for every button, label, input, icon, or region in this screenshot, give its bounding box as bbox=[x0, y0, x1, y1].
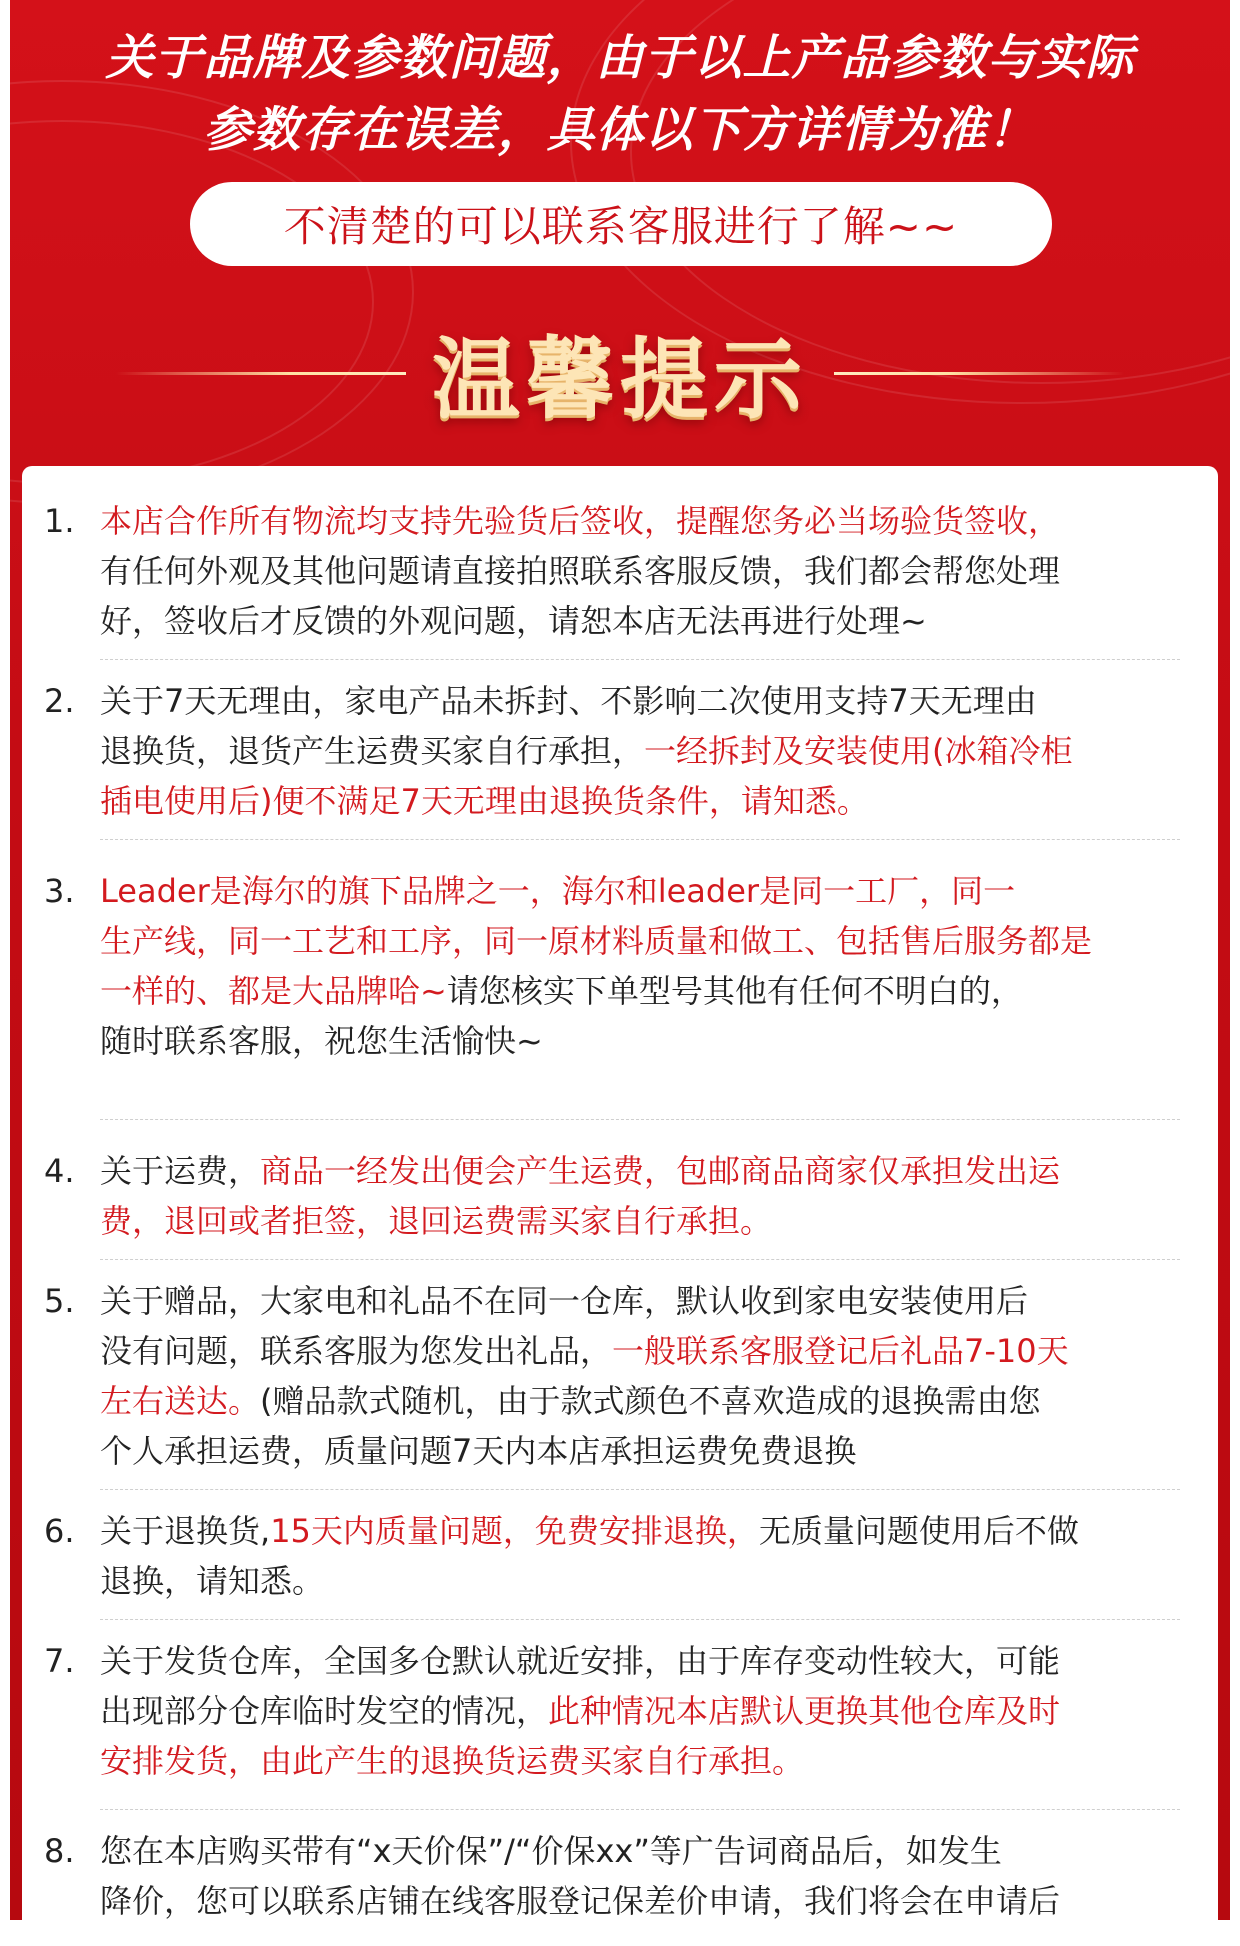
tip-line bbox=[100, 1196, 1210, 1246]
tip-line bbox=[100, 1376, 1210, 1426]
tip-text bbox=[100, 866, 1210, 1066]
tip-line bbox=[100, 596, 1210, 646]
tip-line bbox=[100, 866, 1210, 916]
tip-line bbox=[100, 1016, 1210, 1066]
dashed-divider bbox=[100, 1809, 1180, 1810]
tip-line bbox=[100, 776, 1210, 826]
tip-line bbox=[100, 726, 1210, 776]
tip-plain-text: 有任何外观及其他问题请直接拍照联系客服反馈，我们都会帮您处理 bbox=[100, 552, 1061, 590]
tip-text bbox=[100, 1276, 1210, 1476]
dashed-divider bbox=[100, 1619, 1180, 1620]
dashed-divider bbox=[100, 659, 1180, 660]
divider-line-right bbox=[834, 372, 1124, 375]
tip-line bbox=[100, 1636, 1210, 1686]
tip-highlight-text: 本店合作所有物流均支持先验货后签收，提醒您务必当场验货签收， bbox=[100, 502, 1061, 540]
tip-text bbox=[100, 496, 1210, 646]
tip-number: 1. bbox=[44, 502, 75, 540]
tip-highlight-text: 此种情况本店默认更换其他仓库及时 bbox=[548, 1692, 1061, 1730]
tip-plain-text: 没有问题，联系客服为您发出礼品， bbox=[100, 1332, 613, 1370]
tip-text bbox=[100, 1636, 1210, 1786]
tip-line bbox=[100, 1426, 1210, 1476]
tip-plain-text: 您在本店购买带有“x天价保”/“价保xx”等广告词商品后，如发生 bbox=[100, 1832, 1002, 1870]
tip-highlight-text: 安排发货，由此产生的退换货运费买家自行承担。 bbox=[100, 1742, 805, 1780]
tip-highlight-text: 商品一经发出便会产生运费，包邮商品商家仅承担发出运 bbox=[260, 1152, 1061, 1190]
tip-highlight-text: 费，退回或者拒签，退回运费需买家自行承担。 bbox=[100, 1202, 773, 1240]
tip-plain-text: 关于运费， bbox=[100, 1152, 261, 1190]
tip-line bbox=[100, 676, 1210, 726]
tip-highlight-text: 左右送达。 bbox=[100, 1382, 261, 1420]
tip-line bbox=[100, 1826, 1210, 1876]
dashed-divider bbox=[100, 1259, 1180, 1260]
tips-card bbox=[22, 466, 1218, 1946]
tip-text bbox=[100, 1506, 1210, 1606]
contact-service-pill: 不清楚的可以联系客服进行了解~~ bbox=[190, 182, 1052, 266]
tip-highlight-text: 生产线，同一工艺和工序，同一原材料质量和做工、包括售后服务都是 bbox=[100, 922, 1093, 960]
tip-number: 3. bbox=[44, 872, 75, 910]
tip-number: 6. bbox=[44, 1512, 75, 1550]
tip-line bbox=[100, 1276, 1210, 1326]
tip-plain-text: (赠品款式随机，由于款式颜色不喜欢造成的退换需由您 bbox=[260, 1382, 1041, 1420]
tip-highlight-text: 15天内质量问题，免费安排退换， bbox=[270, 1512, 759, 1550]
tip-line bbox=[100, 496, 1210, 546]
tip-line bbox=[100, 1736, 1210, 1786]
headline-line-2: 参数存在误差，具体以下方详情为准！ bbox=[203, 102, 1037, 158]
tip-line bbox=[100, 1326, 1210, 1376]
tip-line bbox=[100, 1506, 1210, 1556]
tip-plain-text: 关于退换货, bbox=[100, 1512, 271, 1550]
tip-plain-text: 个人承担运费，质量问题7天内本店承担运费免费退换 bbox=[100, 1432, 857, 1470]
tip-text bbox=[100, 1146, 1210, 1246]
tips-title: 温馨提示 bbox=[431, 328, 808, 431]
tip-line bbox=[100, 916, 1210, 966]
tip-plain-text: 出现部分仓库临时发空的情况， bbox=[100, 1692, 549, 1730]
tips-heading bbox=[10, 318, 1230, 431]
tip-plain-text: 降价，您可以联系店铺在线客服登记保差价申请，我们将会在申请后 bbox=[100, 1882, 1061, 1920]
tip-line bbox=[100, 1876, 1210, 1926]
divider-line-left bbox=[116, 372, 406, 375]
tip-plain-text: 退换货，退货产生运费买家自行承担， bbox=[100, 732, 645, 770]
tip-plain-text: 请您核实下单型号其他有任何不明白的， bbox=[446, 972, 1023, 1010]
dashed-divider bbox=[100, 839, 1180, 840]
tip-plain-text: 关于发货仓库，全国多仓默认就近安排，由于库存变动性较大，可能 bbox=[100, 1642, 1061, 1680]
tip-highlight-text: Leader是海尔的旗下品牌之一，海尔和leader是同一工厂，同一 bbox=[100, 872, 1016, 910]
tip-plain-text: 无质量问题使用后不做 bbox=[758, 1512, 1079, 1550]
tip-plain-text: 关于7天无理由，家电产品未拆封、不影响二次使用支持7天无理由 bbox=[100, 682, 1037, 720]
tip-highlight-text: 一经拆封及安装使用(冰箱冷柜 bbox=[644, 732, 1073, 770]
tip-highlight-text: 插电使用后)便不满足7天无理由退换货条件，请知悉。 bbox=[100, 782, 869, 820]
tip-line bbox=[100, 1146, 1210, 1196]
tip-text bbox=[100, 676, 1210, 826]
headline bbox=[10, 22, 1230, 166]
tip-line bbox=[100, 546, 1210, 596]
tip-line bbox=[100, 1556, 1210, 1606]
tip-highlight-text: 一样的、都是大品牌哈~ bbox=[100, 972, 447, 1010]
tip-line bbox=[100, 966, 1210, 1016]
tip-plain-text: 随时联系客服，祝您生活愉快~ bbox=[100, 1022, 543, 1060]
tip-plain-text: 关于赠品，大家电和礼品不在同一仓库，默认收到家电安装使用后 bbox=[100, 1282, 1029, 1320]
tip-plain-text: 好，签收后才反馈的外观问题，请恕本店无法再进行处理~ bbox=[100, 602, 927, 640]
tip-number: 5. bbox=[44, 1282, 75, 1320]
headline-line-1: 关于品牌及参数问题，由于以上产品参数与实际 bbox=[105, 30, 1135, 86]
tip-number: 4. bbox=[44, 1152, 75, 1190]
tip-number: 2. bbox=[44, 682, 75, 720]
tip-line bbox=[100, 1686, 1210, 1736]
tip-text bbox=[100, 1826, 1210, 1926]
tip-plain-text: 退换，请知悉。 bbox=[100, 1562, 325, 1600]
dashed-divider bbox=[100, 1119, 1180, 1120]
tip-number: 7. bbox=[44, 1642, 75, 1680]
dashed-divider bbox=[100, 1489, 1180, 1490]
tip-highlight-text: 一般联系客服登记后礼品7-10天 bbox=[612, 1332, 1069, 1370]
tip-number: 8. bbox=[44, 1832, 75, 1870]
